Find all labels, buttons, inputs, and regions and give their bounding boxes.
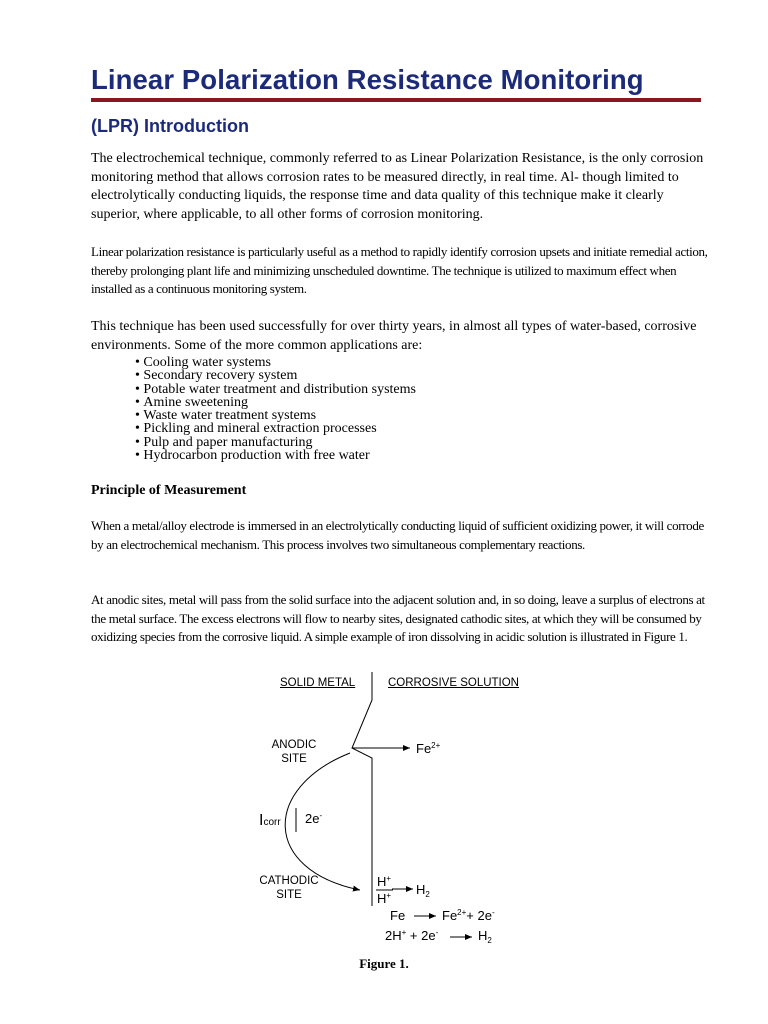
- intro-paragraph: The electrochemical technique, commonly referred to as Linear Polarization Resistance, is the only corrosion monitoring method that allows corrosion rates to be measured directly, in real time. Al- though limited to electrolytically conducting liquids, the response time and data quality of this technique make it clearly superior, where applicable, to all other forms of corrosion monitoring.: [91, 151, 704, 222]
- page-title: Linear Polarization Resistance Monitoring: [91, 64, 644, 95]
- anodic-site-label: ANODIC SITE: [271, 739, 317, 765]
- list-item: • Pulp and paper manufacturing: [135, 436, 416, 449]
- corrosive-solution-label: CORROSIVE SOLUTION: [388, 677, 519, 689]
- cathodic-site-label: CATHODIC SITE: [259, 875, 319, 901]
- principle-heading: Principle of Measurement: [91, 483, 247, 498]
- list-item: • Cooling water systems: [135, 356, 416, 369]
- usefulness-paragraph: Linear polarization resistance is particularly useful as a method to rapidly identify corrosion upsets and initiate remedial action, thereby prolonging plant life and minimizing unscheduled downtime. The technique is utilized to maximum effect when installed as a continuous monitoring system.: [91, 244, 708, 296]
- list-item: • Secondary recovery system: [135, 369, 416, 382]
- reaction-1-left: Fe: [390, 908, 406, 923]
- interface-line: [352, 672, 372, 906]
- list-item: • Amine sweetening: [135, 396, 416, 409]
- h-plus-upper: H+: [377, 874, 392, 889]
- icorr-label: Icorr: [259, 812, 281, 829]
- solid-metal-label: SOLID METAL: [280, 677, 356, 689]
- mechanism-paragraph: When a metal/alloy electrode is immersed in an electrolytically conducting liquid of sufficient oxidizing power, it will corrode by an electrochemical mechanism. This process involves two simultaneous complementary reactions.: [91, 518, 704, 552]
- figure-caption: Figure 1.: [359, 956, 409, 971]
- hydrogen-product: $H_2$: [416, 882, 430, 899]
- section-subtitle: (LPR) Introduction: [91, 116, 249, 136]
- electrons-label: 2e-: [305, 811, 323, 826]
- reaction-2-right: $H_2$: [478, 928, 492, 945]
- list-item: • Hydrocarbon production with free water: [135, 449, 416, 462]
- list-item: • Pickling and mineral extraction processes: [135, 422, 416, 435]
- list-item: • Potable water treatment and distribution systems: [135, 383, 416, 396]
- applications-intro-paragraph: This technique has been used successfully for over thirty years, in almost all types of water-based, corrosive environments. Some of the more common applications are:: [91, 319, 697, 353]
- reaction-2-left: 2H+ + 2e-: [385, 928, 439, 943]
- anodic-cathodic-paragraph: At anodic sites, metal will pass from the solid surface into the adjacent solution and, in so doing, leave a surplus of electrons at the metal surface. The excess electrons will flow to nearby sites, designated cathodic sites, at which they will be consumed by oxidizing species from the corrosive liquid. A simple example of iron dissolving in acidic solution is illustrated in Figure 1.: [91, 592, 705, 644]
- fe-ion-label: $Fe^{2+}$: [416, 741, 441, 756]
- h-plus-lower: H+: [377, 891, 392, 906]
- reaction-1-right: $Fe^{2+}+ 2e^-$: [442, 908, 495, 923]
- list-item: • Waste water treatment systems: [135, 409, 416, 422]
